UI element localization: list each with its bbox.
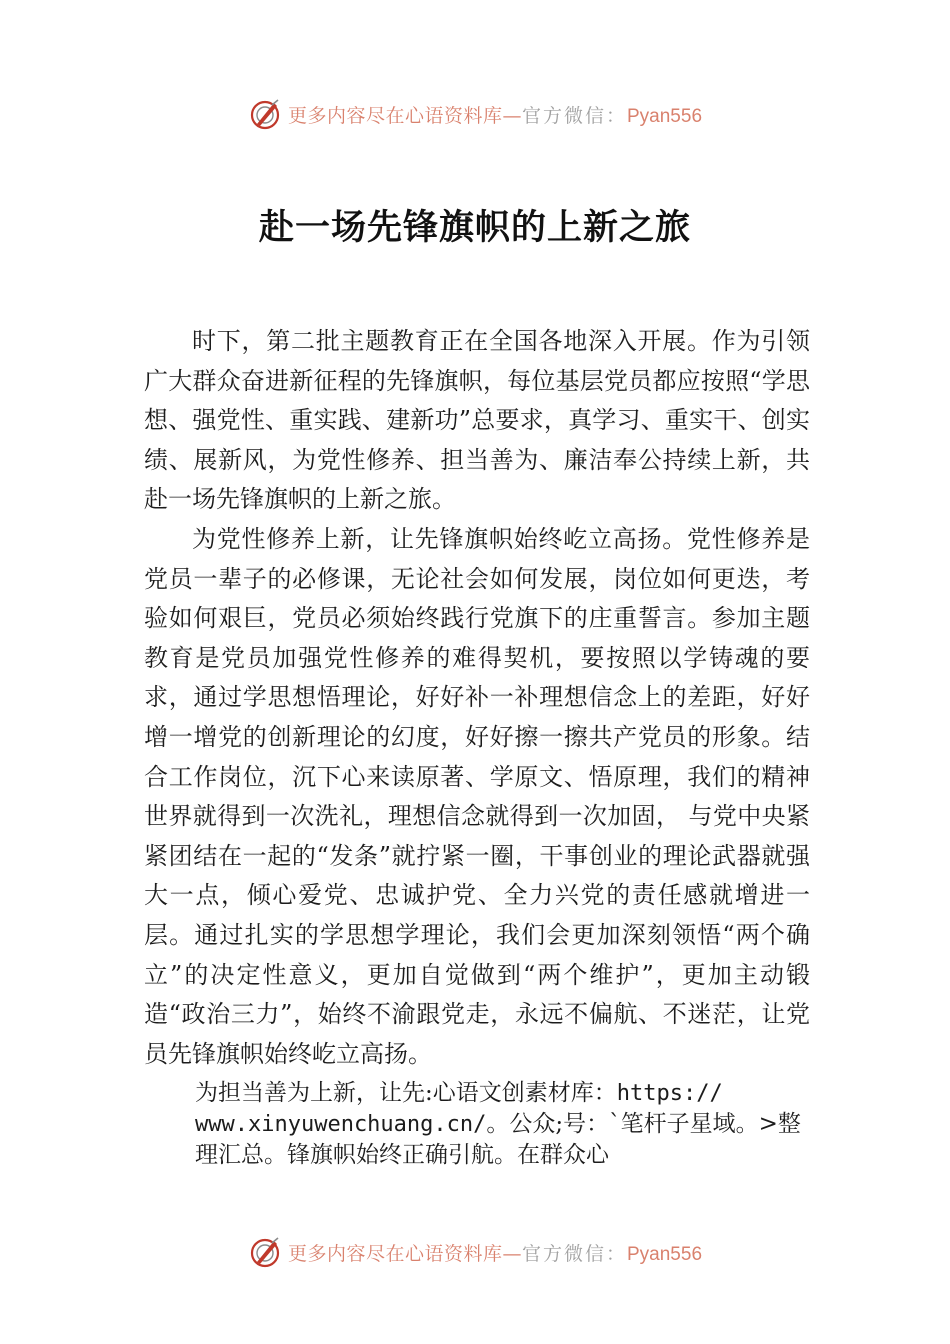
- paragraph-1: 时下，第二批主题教育正在全国各地深入开展。作为引领广大群众奋进新征程的先锋旗帜，每位基层党员都应按照“学思想、强党性、重实践、建新功”总要求，真学习、重实干、创实绩、展新风，为党性修养、担当善为、廉洁奉公持续上新，共赴一场先锋旗帜的上新之旅。: [144, 327, 810, 514]
- watermark-brand: 更多内容尽在心语资料库: [287, 104, 503, 127]
- watermark-footer: [0, 1232, 950, 1272]
- ad-line-1: [195, 1078, 825, 1109]
- watermark-wechat-label: 官方微信：: [521, 1242, 627, 1265]
- quill-pen-logo-icon: [248, 97, 282, 131]
- watermark-wechat-id: Pyan556: [627, 1243, 703, 1265]
- ad-line-1-url: https://: [616, 1081, 723, 1106]
- document-title: 赴一场先锋旗帜的上新之旅: [258, 207, 691, 248]
- ad-line-1-prefix: 为担当善为上新，让先:心语文创素材库：: [195, 1080, 617, 1106]
- watermark-wechat-id: Pyan556: [627, 105, 703, 127]
- ad-line-2: [195, 1109, 825, 1140]
- watermark-dash: —: [502, 104, 522, 127]
- watermark-dash: —: [502, 1242, 522, 1265]
- watermark-text: [288, 1239, 702, 1266]
- embedded-ad-text: [195, 1078, 825, 1171]
- ad-line-2-suffix: 。公众;号：`笔杆子星域。>整: [486, 1111, 801, 1137]
- ad-line-2-url: www.xinyuwenchuang.cn/: [195, 1112, 487, 1137]
- watermark-text: [288, 101, 702, 128]
- quill-pen-logo-icon: [248, 1235, 282, 1269]
- watermark-wechat-label: 官方微信：: [521, 104, 627, 127]
- ad-line-3: 理汇总。锋旗帜始终正确引航。在群众心: [195, 1142, 609, 1168]
- watermark-brand: 更多内容尽在心语资料库: [287, 1242, 503, 1265]
- document-body: [144, 322, 810, 1074]
- paragraph-2: 为党性修养上新，让先锋旗帜始终屹立高扬。党性修养是党员一辈子的必修课，无论社会如何发展，岗位如何更迭，考验如何艰巨，党员必须始终践行党旗下的庄重誓言。参加主题教育是党员加强党性修养的难得契机，要按照以学铸魂的要求，通过学思想悟理论，好好补一补理想信念上的差距，好好增一增党的创新理论的幻度，好好擦一擦共产党员的形象。结合工作岗位，沉下心来读原著、学原文、悟原理，我们的精神世界就得到一次洗礼，理想信念就得到一次加固， 与党中央紧紧团结在一起的“发条”就拧紧一圈，干事创业的理论武器就强大一点，倾心爱党、忠诚护党、全力兴党的责任感就增进一层。通过扎实的学思想学理论，我们会更加深刻领悟“两个确立”的决定性意义，更加自觉做到“两个维护”，更加主动锻造“政治三力”，始终不渝跟党走，永远不偏航、不迷茫，让党员先锋旗帜始终屹立高扬。: [144, 524, 810, 1068]
- watermark-header: [0, 94, 950, 134]
